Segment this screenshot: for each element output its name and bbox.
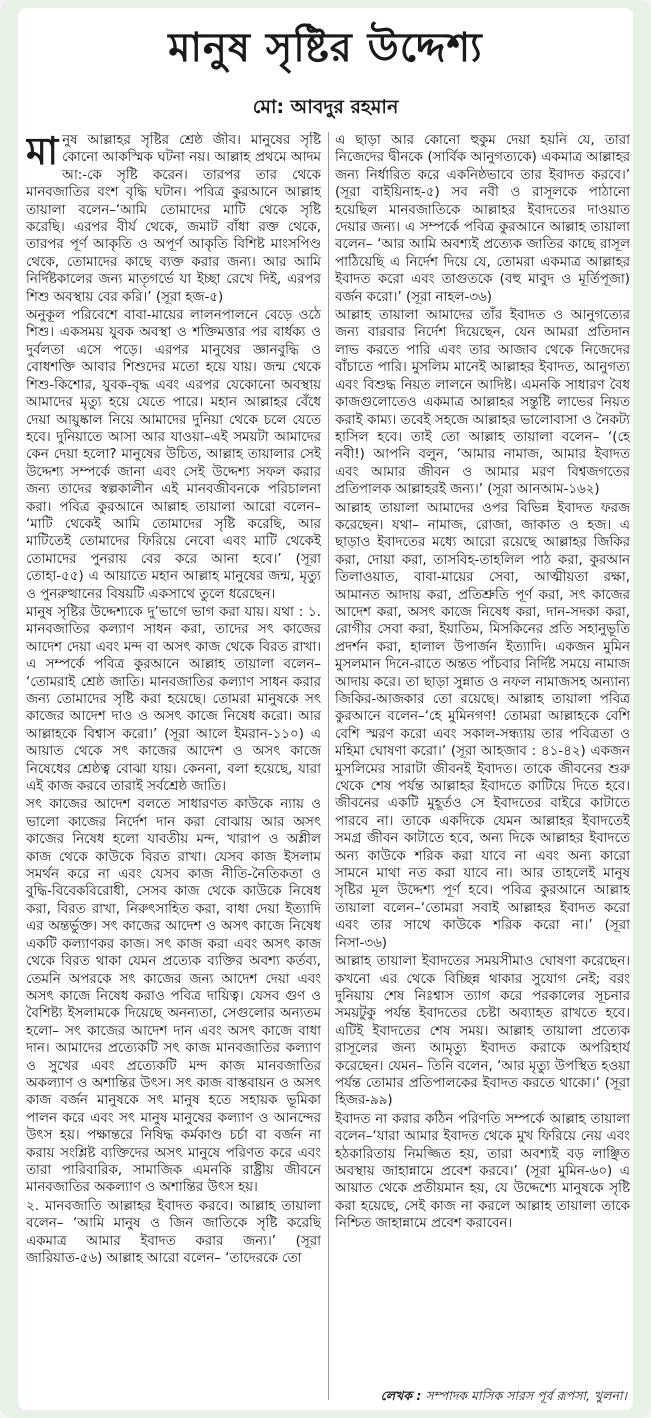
paragraph-text: নুষ আল্লাহর সৃষ্টির শ্রেষ্ঠ জীব। মানুষের সৃষ্টি কোনো আকস্মিক ঘটনা নয়। আল্লাহ প্রথমে আদম আ:-কে সৃষ্টি করেন। তারপর তার থেকে মানবজাতির বংশ বৃদ্ধি ঘটান। পবিত্র কুরআনে আল্লাহ তায়ালা বলেন–‘আমি তোমাদের মাটি থেকে সৃষ্টি করেছি। এরপর বীর্য থেকে, জমাট বাঁধা রক্ত থেকে, তারপর পূর্ণ আকৃতি ও অপূর্ণ আকৃতি বিশিষ্ট মাংসপিণ্ড থেকে, তোমাদের কাছে ব্যক্ত করার জন্য। আর আমি নির্দিষ্টকালের জন্য মাতৃগর্ভে যা ইচ্ছা রেখে দিই, এরপর শিশু অবস্থায় বের করি।’ (সূরা হজ-৫) (26, 133, 321, 305)
left-column (26, 132, 321, 1400)
paragraph (26, 132, 321, 306)
author-note (381, 1388, 627, 1404)
paragraph: সৎ কাজের আদেশ বলতে সাধারণত কাউকে ন্যায় ও ভালো কাজের নির্দেশ দান করা বোঝায় আর অসৎ কাজের নিষেধ হলো যাবতীয় মন্দ, খারাপ ও অশ্লীল কাজ থেকে কাউকে বিরত রাখা। যেসব কাজ ইসলাম সমর্থন করে না এবং যেসব কাজ নীতি-নৈতিকতা ও বুদ্ধি-বিবেকবিরোধী, সেসব কাজ থেকে কাউকে নিষেধ করা, বিরত রাখা, নিরুৎসাহিত করা, বাধা দেয়া ইত্যাদি এর অন্তর্ভুক্ত। সৎ কাজের আদেশ ও অসৎ কাজে নিষেধ একটি কল্যাণকর কাজ। সৎ কাজ করা এবং অসৎ কাজ থেকে বিরত থাকা যেমন প্রত্যেক ব্যক্তির অবশ্য কর্তব্য, তেমনি অপরকে সৎ কাজের জন্য আদেশ দেয়া এবং অসৎ কাজে নিষেধ করাও পবিত্র দায়িত্ব। যেসব গুণ ও বৈশিষ্ট্য ইসলামকে দিয়েছে অনন্যতা, সেগুলোর অন্যতম হলো– সৎ কাজের আদেশ দান এবং অসৎ কাজে বাধা দান। আমাদের প্রত্যেকটি সৎ কাজ মানবজাতির কল্যাণ ও সুখের এবং প্রত্যেকটি মন্দ কাজ মানবজাতির অকল্যাণ ও অশান্তির উৎস। সৎ কাজ বাস্তবায়ন ও অসৎ কাজ বর্জন মানুষকে সৎ মানুষ হতে সহায়ক ভূমিকা পালন করে এবং সৎ মানুষ মানুষের কল্যাণ ও আনন্দের উৎস হয়। পক্ষান্তরে নিষিদ্ধ কর্মকাণ্ড চর্চা বা বর্জন না করায় সংশ্লিষ্ট ব্যক্তিদের অসৎ মানুষে পরিণত করে এবং তারা পারিবারিক, সামাজিক এমনকি রাষ্ট্রীয় জীবনে মানবজাতির অকল্যাণ ও অশান্তির উৎস হয়। (26, 797, 321, 1196)
paragraph: ইবাদত না করার কঠিন পরিণতি সম্পর্কে আল্লাহ তায়ালা বলেন–‘যারা আমার ইবাদত থেকে মুখ ফিরিয়ে নেয় এবং হঠকারিতায় নিমজ্জিত হয়, তারা অবশ্যই বড় লাঞ্ছিত অবস্থায় জাহান্নামে প্রবেশ করবে।’ (সূরা মুমিন-৬০) এ আয়াত থেকে প্রতীয়মান হয়, যে উদ্দেশ্যে মানুষকে সৃষ্টি করা হয়েছে, সেই কাজ না করলে আল্লাহ তায়ালা তাকে নিশ্চিত জাহান্নামে প্রবেশ করাবেন। (335, 1111, 630, 1232)
article-title: মানুষ সৃষ্টির উদ্দেশ্য (168, 25, 483, 71)
paragraph: আল্লাহ তায়ালা আমাদের তাঁর ইবাদত ও আনুগত্যের জন্য বারবার নির্দেশ দিয়েছেন, যেন আমরা প্রতিদান লাভ করতে পারি এবং তার আজাব থেকে নিজেদের বাঁচাতে পারি। মুসলিম মানেই আল্লাহর ইবাদত, আনুগত্য এবং বিশুদ্ধ নিয়ত লালনে আদিষ্ট। এমনকি সাধারণ বৈধ কাজগুলোতেও একমাত্র আল্লাহর সন্তুষ্টি লাভের নিয়ত করাই কাম্য। তবেই সহজে আল্লাহর ভালোবাসা ও নৈকট্য হাসিল হবে। তাই তো আল্লাহ তায়ালা বলেন– ‘(হে নবী!) আপনি বলুন, ‘আমার নামাজ, আমার ইবাদত এবং আমার জীবন ও আমার মরণ বিশ্বজগতের প্রতিপালক আল্লাহরই জন্য।’ (সূরা আনআম-১৬২) (335, 308, 630, 498)
paragraph: ২. মানবজাতি আল্লাহর ইবাদত করবে। আল্লাহ তায়ালা বলেন– ‘আমি মানুষ ও জিন জাতিকে সৃষ্টি করেছি একমাত্র আমার ইবাদত করার জন্য।’ (সূরা জারিয়াত-৫৬) আল্লাহ আরো বলেন– ‘তাদেরকে তো (26, 1198, 321, 1266)
paragraph: আল্লাহ তায়ালা আমাদের ওপর বিভিন্ন ইবাদত ফরজ করেছেন। যথা– নামাজ, রোজা, জাকাত ও হজ। এ ছাড়াও ইবাদতের মধ্যে আরো রয়েছে আল্লাহর জিকির করা, দোয়া করা, তাসবিহ-তাহলিল পাঠ করা, কুরআন তিলাওয়াত, বাবা-মায়ের সেবা, আত্মীয়তা রক্ষা, আমানত আদায় করা, প্রতিশ্রুতি পূর্ণ করা, সৎ কাজের আদেশ করা, অসৎ কাজে নিষেধ করা, দান-সদকা করা, রোগীর সেবা করা, ইয়াতিম, মিসকিনের প্রতি সহানুভূতি প্রদর্শন করা, হালাল উপার্জন ইত্যাদি। একজন মুমিন মুসলমান দিনে-রাতে অন্তত পাঁচবার নির্দিষ্ট সময়ে নামাজ আদায় করে। তা ছাড়া সুন্নাত ও নফল নামাজসহ অন্যান্য জিকির-আজকার তো রয়েছে। আল্লাহ তায়ালা পবিত্র কুরআনে বলেন–‘হে মুমিনগণ! তোমরা আল্লাহকে বেশি বেশি স্মরণ করো এবং সকাল-সন্ধ্যায় তার পবিত্রতা ও মহিমা ঘোষণা করো।’ (সূরা আহজাব : ৪১-৪২) একজন মুসলিমের সারাটা জীবনই ইবাদত। তাকে জীবনের শুরু থেকে শেষ পর্যন্ত আল্লাহর ইবাদতে কাটিয়ে দিতে হবে। জীবনের একটি মুহূর্তও সে ইবাদতের বাইরে কাটাতে পারবে না। তাকে একদিকে যেমন আল্লাহর ইবাদতেই সমগ্র জীবন কাটাতে হবে, অন্য দিকে আল্লাহর ইবাদতে অন্য কাউকে শরিক করা যাবে না এবং অন্য কারো সামনে মাথা নত করা যাবে না। আর তাহলেই মানুষ সৃষ্টির মূল উদ্দেশ্য পূর্ণ হবে। পবিত্র কুরআনে আল্লাহ তায়ালা বলেন–‘তোমরা সবাই আল্লাহর ইবাদত করো এবং তার সাথে কাউকে শরিক করো না।’ (সূরা নিসা-৩৬) (335, 500, 630, 951)
paragraph: আল্লাহ তায়ালা ইবাদতের সময়সীমাও ঘোষণা করেছেন। কখনো এর থেকে বিচ্ছিন্ন থাকার সুযোগ নেই; বরং দুনিয়ায় শেষ নিঃশ্বাস ত্যাগ করে পরকালের সূচনার সময়টুকু পর্যন্ত ইবাদতের চেষ্টা অব্যাহত রাখতে হবে। এটিই ইবাদতের শেষ সময়। আল্লাহ তায়ালা প্রত্যেক রাসূলের জন্য আমৃত্যু ইবাদত করাকে অপরিহার্য করেছেন। যেমন– তিনি বলেন, ‘আর মৃত্যু উপস্থিত হওয়া পর্যন্ত তোমার প্রতিপালকের ইবাদত করতে থাকো।’ (সূরা হিজর-৯৯) (335, 954, 630, 1109)
author-note-text: সম্পাদক মাসিক সারস পূর্ব রূপসা, খুলনা। (425, 1388, 627, 1403)
author-note-label: লেখক : (380, 1388, 422, 1403)
article-author: মো: আবদুর রহমান (252, 96, 399, 118)
paragraph: অনুকূল পরিবেশে বাবা-মায়ের লালনপালনে বেড়ে ওঠে শিশু। একসময় যুবক অবস্থা ও শক্তিমত্তার পর বার্ধক্য ও দুর্বলতা এসে পড়ে। এরপর মানুষের জ্ঞানবুদ্ধি ও বোধশক্তি আবার শিশুদের মতো হয়ে যায়। জন্ম থেকে শিশু-কিশোর, যুবক-বৃদ্ধ এবং এরপর যেকোনো অবস্থায় আমাদের মৃত্যু হয়ে যেতে পারে। মহান আল্লাহর বেঁধে দেয়া আয়ুষ্কাল নিয়ে আমাদের দুনিয়া থেকে চলে যেতে হবে। দুনিয়াতে আসা আর যাওয়া–এই সময়টা আমাদের কেন দেয়া হলো? মানুষের উচিত, আল্লাহ তায়ালার সেই উদ্দেশ্য সম্পর্কে জানা এবং সেই উদ্দেশ্য সফল করার জন্য তাদের স্বল্পকালীন এই মানবজীবনকে পরিচালনা করা। পবিত্র কুরআনে আল্লাহ তায়ালা আরো বলেন– ‘মাটি থেকেই আমি তোমাদের সৃষ্টি করেছি, আর মাটিতেই তোমাদের ফিরিয়ে নেবো এবং মাটি থেকেই তোমাদের পুনরায় বের করে আনা হবে।’ (সূরা তোহা-৫৫) এ আয়াতে মহান আল্লাহ মানুষের জন্ম, মৃত্যু ও পুনরুত্থানের বিষয়টি একসাথে তুলে ধরেছেন। (26, 308, 321, 602)
dropcap: মা (26, 132, 59, 173)
paragraph: মানুষ সৃষ্টির উদ্দেশ্যকে দু’ভাগে ভাগ করা যায়। যথা : ১. মানবজাতির কল্যাণ সাধন করা, তাদের সৎ কাজের আদেশ দেয়া এবং মন্দ বা অসৎ কাজ থেকে বিরত রাখা। এ সম্পর্কে পবিত্র কুরআনে আল্লাহ তায়ালা বলেন– ‘তোমরাই শ্রেষ্ঠ জাতি। মানবজাতির কল্যাণ সাধন করার জন্য তোমাদের সৃষ্টি করা হয়েছে। তোমরা মানুষকে সৎ কাজের আদেশ দাও ও অসৎ কাজে নিষেধ করো। আর আল্লাহকে বিশ্বাস করো।’ (সূরা আলে ইমরান-১১০) এ আয়াত থেকে সৎ কাজের আদেশ ও অসৎ কাজে নিষেধের শ্রেষ্ঠত্ব বোঝা যায়। কেননা, বলা হয়েছে, যারা এই কাজ করবে তারাই সর্বশ্রেষ্ঠ জাতি। (26, 604, 321, 795)
paragraph: এ ছাড়া আর কোনো হুকুম দেয়া হয়নি যে, তারা নিজেদের দ্বীনকে (সার্বিক আনুগত্যকে) একমাত্র আল্লাহর জন্য নির্ধারিত করে একনিষ্ঠভাবে তার ইবাদত করবে।’ (সূরা বাইয়িনাহ-৫) সব নবী ও রাসূলকে পাঠানো হয়েছিল মানবজাতিকে আল্লাহর ইবাদতের দাওয়াত দেয়ার জন্য। এ সম্পর্কে পবিত্র কুরআনে আল্লাহ তায়ালা বলেন– ‘আর আমি অবশ্যই প্রত্যেক জাতির কাছে রাসূল পাঠিয়েছি এ নির্দেশ দিয়ে যে, তোমরা একমাত্র আল্লাহর ইবাদত করো এবং তাগুতকে (বহু মাবুদ ও মূর্তিপূজা) বর্জন করো।’ (সূরা নাহল-৩৬) (335, 133, 630, 305)
column-divider (328, 132, 329, 1400)
right-column (335, 132, 630, 1400)
article-panel (18, 8, 633, 1410)
